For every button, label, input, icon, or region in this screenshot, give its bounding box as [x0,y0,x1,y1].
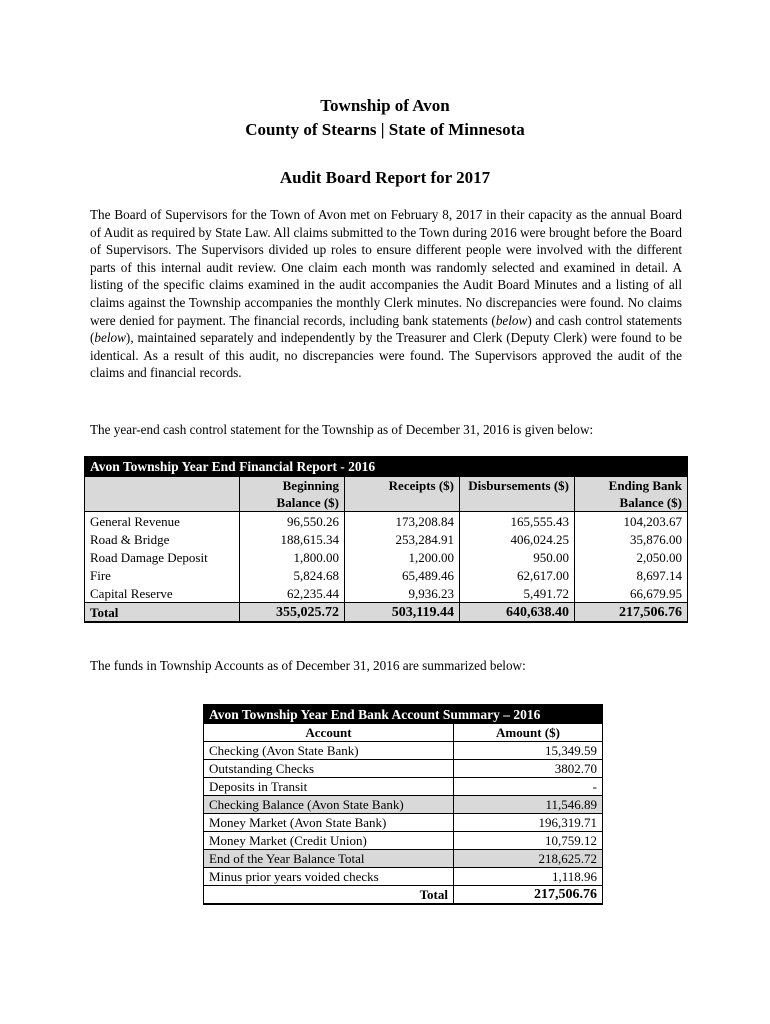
fin-cell: 1,800.00 [240,548,345,566]
bank-total-label: Total [204,886,454,905]
bank-cell: Checking Balance (Avon State Bank) [204,796,454,814]
table-row [85,530,688,548]
cash-control-intro: The year-end cash control statement for the Township as of December 31, 2016 is given below: [90,422,594,437]
table-row [204,778,603,796]
bank-total-row [204,886,603,905]
fin-cell: 65,489.46 [345,566,460,584]
fin-total-cell: 355,025.72 [240,603,345,623]
fin-cell: 104,203.67 [575,512,688,531]
bank-header-account: Account [204,724,454,742]
intro-text-3: ), maintained separately and independently by the Treasurer and Clerk (Deputy Clerk) were found to be identical. As a result of this audit, no discrepancies were found. The Supervisors approved the audit of the claims and financial records. [90,330,682,381]
bank-cell: Deposits in Transit [204,778,454,796]
bank-cell: 11,546.89 [454,796,603,814]
fin-total-cell: 503,119.44 [345,603,460,623]
table-row [204,760,603,778]
bank-table-title: Avon Township Year End Bank Account Summary – 2016 [204,705,603,724]
bank-header-amount: Amount ($) [454,724,603,742]
fin-total-cell: 640,638.40 [460,603,575,623]
fin-header-receipts: Receipts ($) [345,477,460,512]
fin-cell: General Revenue [85,512,240,531]
financial-table-title: Avon Township Year End Financial Report - 2016 [85,457,688,477]
fin-cell: 173,208.84 [345,512,460,531]
fin-cell: 66,679.95 [575,584,688,603]
intro-italic-2: below [94,330,126,346]
report-title: Audit Board Report for 2017 [279,168,491,187]
table-row [204,742,603,760]
fin-cell: Road Damage Deposit [85,548,240,566]
fin-cell: 5,491.72 [460,584,575,603]
table-row [85,548,688,566]
financial-report-table [84,456,688,623]
bank-cell: End of the Year Balance Total [204,850,454,868]
bank-total-value: 217,506.76 [454,886,603,905]
fin-cell: 1,200.00 [345,548,460,566]
intro-text-2: ) and cash control statements ( [90,312,682,346]
intro-text-1: The Board of Supervisors for the Town of Avon met on February 8, 2017 in their capacity as the annual Board of Audit as required by State Law. All claims submitted to the Town during 2016 were brought before the Board of Supervisors. The Supervisors divided up roles to ensure different people were involved with the different parts of this internal audit review. One claim each month was randomly selected and examined in detail. A listing of the specific claims examined in the audit accompanies the Audit Board Minutes and a listing of all claims against the Township accompanies the monthly Clerk minutes. No discrepancies were found. No claims were denied for payment. The financial records, including bank statements ( [90,207,682,328]
fin-total-cell: 217,506.76 [575,603,688,623]
fin-header-blank [85,477,240,512]
bank-cell: 218,625.72 [454,850,603,868]
fin-header-ending: Ending Bank Balance ($) [575,477,688,512]
bank-cell: 10,759.12 [454,832,603,850]
bank-cell: Checking (Avon State Bank) [204,742,454,760]
fin-cell: 62,617.00 [460,566,575,584]
fin-cell: 96,550.26 [240,512,345,531]
table-row [204,796,603,814]
bank-cell: 3802.70 [454,760,603,778]
fin-cell: 5,824.68 [240,566,345,584]
accounts-intro: The funds in Township Accounts as of December 31, 2016 are summarized below: [90,658,526,673]
bank-cell: - [454,778,603,796]
township-heading: Township of Avon [320,96,450,115]
fin-cell: 188,615.34 [240,530,345,548]
fin-cell: 35,876.00 [575,530,688,548]
table-row [85,566,688,584]
table-row [204,868,603,886]
table-row [85,584,688,603]
fin-cell: 406,024.25 [460,530,575,548]
fin-cell: 2,050.00 [575,548,688,566]
fin-cell: Road & Bridge [85,530,240,548]
bank-cell: Minus prior years voided checks [204,868,454,886]
table-row [85,512,688,531]
fin-cell: 253,284.91 [345,530,460,548]
fin-total-label: Total [85,603,240,623]
county-state-heading: County of Stearns | State of Minnesota [245,120,525,139]
fin-total-row [85,603,688,623]
table-row [204,832,603,850]
fin-cell: 62,235.44 [240,584,345,603]
fin-cell: 165,555.43 [460,512,575,531]
bank-cell: 15,349.59 [454,742,603,760]
fin-cell: 8,697.14 [575,566,688,584]
bank-cell: 196,319.71 [454,814,603,832]
bank-cell: Money Market (Credit Union) [204,832,454,850]
fin-header-disbursements: Disbursements ($) [460,477,575,512]
bank-cell: Money Market (Avon State Bank) [204,814,454,832]
fin-header-beginning: Beginning Balance ($) [240,477,345,512]
table-row [204,850,603,868]
fin-cell: Capital Reserve [85,584,240,603]
fin-cell: 950.00 [460,548,575,566]
intro-italic-1: below [495,312,528,328]
table-row [204,814,603,832]
bank-cell: 1,118.96 [454,868,603,886]
bank-summary-table [203,704,603,905]
fin-cell: 9,936.23 [345,584,460,603]
intro-paragraph [90,206,682,382]
fin-cell: Fire [85,566,240,584]
bank-cell: Outstanding Checks [204,760,454,778]
